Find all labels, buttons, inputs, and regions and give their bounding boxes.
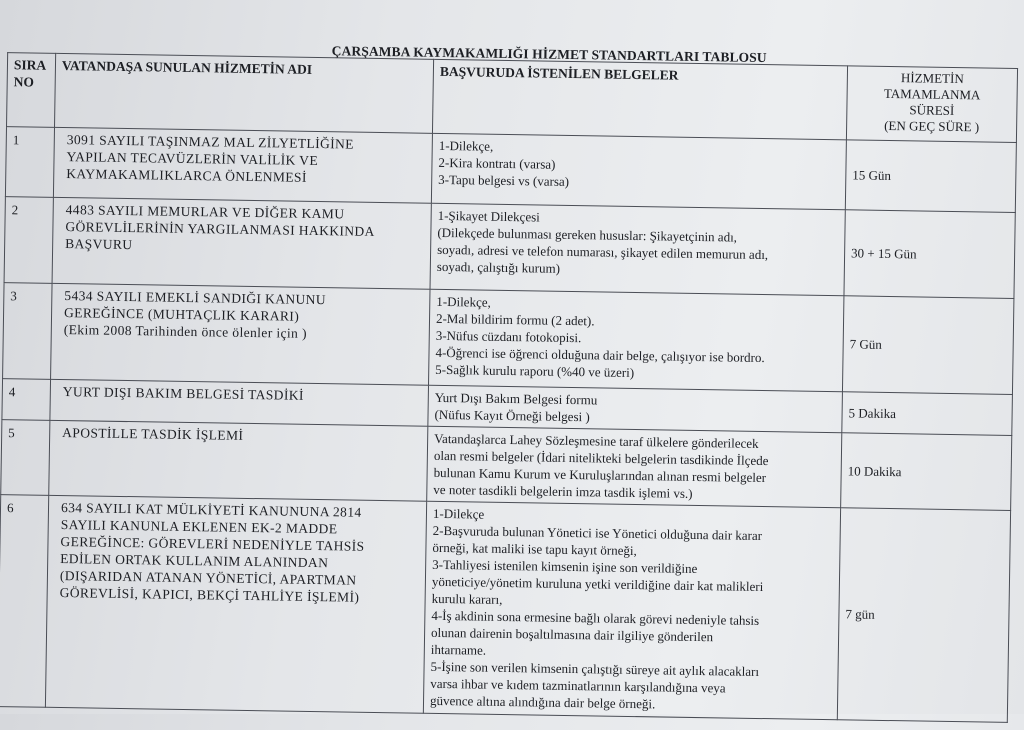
document-line: 2-Başvuruda bulunan Yönetici ise Yönetici olduğuna dair karar: [432, 522, 763, 544]
service-name: [45, 495, 426, 713]
document-line: soyadı, adresi ve telefon numarası, şikayet edilen memurun adı,: [437, 241, 769, 263]
service-name: [50, 379, 429, 426]
document-line: 3-Tahliyesi istenilen kimsenin işine son verildiğine: [432, 556, 698, 577]
document-line: 3-Nüfus cüzdanı fotokopisi.: [435, 327, 582, 346]
required-documents: [427, 426, 842, 507]
service-name: [52, 197, 431, 289]
table-row: [4, 197, 1015, 299]
service-name-line: YAPILAN TECAVÜZLERİN VALİLİK VE: [66, 149, 319, 169]
row-number: 6: [0, 495, 49, 708]
service-name-line: BAŞVURU: [65, 236, 133, 253]
completion-duration: 5 Dakika: [842, 392, 1013, 436]
document-line: ihtarname.: [430, 641, 487, 658]
document-line: 5-İşine son verilen kimsenin çalıştığı süreye ait aylık alacakları: [430, 658, 760, 680]
completion-duration: 7 Gün: [842, 296, 1013, 395]
document-line: ve noter tasdikli belgelerin imza tasdik işlemi vs.): [433, 481, 693, 501]
service-name-line: GEREĞİNCE (MUHTAÇLIK KARARI): [63, 305, 300, 324]
row-number: 1: [5, 127, 54, 198]
required-documents: [429, 289, 844, 391]
document-line: bulunan Kamu Kurum ve Kuruluşlarından alınan resmi belgeler: [433, 464, 767, 486]
document-line: olan resmi belgeler (İdari nitelikteki belgelerin tasdikinde İlçede: [433, 447, 769, 469]
document-line: 5-Sağlık kurulu raporu (%40 ve üzeri): [435, 361, 635, 381]
service-name-line: 4483 SAYILI MEMURLAR VE DİĞER KAMU: [65, 202, 345, 222]
document-line: 1-Dilekçe,: [436, 293, 491, 310]
document-title: ÇARŞAMBA KAYMAKAMLIĞI HİZMET STANDARTLARI TABLOSU: [331, 43, 767, 66]
document-line: güvence altına alındığına dair belge örneği.: [429, 692, 656, 712]
document-line: 2-Mal bildirim formu (2 adet).: [435, 310, 595, 329]
document-line: (Dilekçede bulunması gereken hususlar: Şikayetçinin adı,: [437, 224, 738, 245]
row-number: 3: [3, 283, 53, 380]
document-line: 1-Dilekçe: [432, 505, 485, 522]
service-name-line: 5434 SAYILI EMEKLİ SANDIĞI KANUNU: [64, 288, 327, 308]
service-name: [53, 127, 432, 203]
row-number: 5: [1, 420, 50, 496]
header-duration: HİZMETİN TAMAMLANMA SÜRESİ (EN GEÇ SÜRE ): [846, 66, 1017, 143]
document-line: 3-Tapu belgesi vs (varsa): [438, 171, 570, 189]
required-documents: [431, 133, 846, 209]
document-line: 2-Kira kontratı (varsa): [438, 154, 556, 172]
required-documents: [423, 501, 840, 719]
service-name-line: GEREĞİNCE: GÖREVLERİ NEDENİYLE TAHSİS: [60, 534, 365, 554]
document-line: 4-Öğrenci ise öğrenci olduğuna dair belge, çalışıyor ise bordro.: [435, 344, 765, 366]
row-number: 2: [4, 197, 53, 284]
document-line: Yurt Dışı Bakım Belgesi formu: [434, 389, 598, 408]
document-line: olunan dairenin boşaltılmasına dair ilgiliye gönderilen: [431, 624, 714, 645]
document-line: varsa ihbar ve kıdem tazminatlarının karşılandığına veya: [430, 675, 726, 696]
header-documents: BAŞVURUDA İSTENİLEN BELGELER: [432, 59, 847, 139]
service-name-line: GÖREVLİLERİNİN YARGILANMASI HAKKINDA: [65, 219, 375, 239]
service-name-line: (Ekim 2008 Tarihinden önce ölenler için ): [63, 322, 308, 341]
service-standards-table: [0, 52, 1018, 723]
service-name-line: GÖREVLİSİ, KAPICI, BEKÇİ TAHLİYE İŞLEMİ): [59, 585, 360, 605]
service-name-line: SAYILI KANUNLA EKLENEN EK-2 MADDE: [60, 517, 338, 537]
service-name: [51, 283, 430, 385]
document-line: (Nüfus Kayıt Örneği belgesi ): [434, 406, 590, 425]
document-line: yöneticiye/yönetim kuruluna yetki verildiğine dair kat malikleri: [431, 573, 764, 595]
document-line: 4-İş akdinin sona ermesine bağlı olarak görevi nedeniyle tahsis: [431, 607, 760, 628]
service-name-line: KAYMAKAMLIKLARCA ÖNLENMESİ: [66, 166, 307, 185]
completion-duration: 7 gün: [837, 508, 1010, 723]
service-name-line: (DIŞARIDAN ATANAN YÖNETİCİ, APARTMAN: [59, 568, 357, 588]
service-name-line: 634 SAYILI KAT MÜLKİYETİ KANUNUNA 2814: [60, 500, 362, 520]
required-documents: [428, 385, 843, 432]
document-line: Vatandaşlarca Lahey Sözleşmesine taraf ülkelere gönderilecek: [434, 430, 759, 451]
document-line: örneği, kat maliki ise tapu kayıt örneği,: [432, 539, 637, 559]
service-name-line: 3091 SAYILI TAŞINMAZ MAL ZİLYETLİĞİNE: [66, 132, 354, 152]
document-line: 1-Şikayet Dilekçesi: [437, 207, 540, 225]
completion-duration: 15 Gün: [845, 140, 1016, 213]
document-line: kurulu kararı,: [431, 590, 503, 607]
document-line: 1-Dilekçe,: [438, 137, 494, 154]
service-name-line: EDİLEN ORTAK KULLANIM ALANINDAN: [60, 551, 329, 571]
completion-duration: 10 Dakika: [841, 433, 1012, 511]
table-row: [0, 495, 1011, 723]
completion-duration: 30 + 15 Gün: [844, 210, 1015, 299]
service-name-line: APOSTİLLE TASDİK İŞLEMİ: [62, 425, 244, 443]
table-row: [3, 283, 1014, 395]
row-number: 4: [2, 379, 51, 421]
service-name: [49, 420, 428, 501]
document-line: soyadı, çalıştığı kurum): [436, 258, 561, 276]
required-documents: [430, 203, 845, 295]
header-service-name: VATANDAŞA SUNULAN HİZMETİN ADI: [55, 53, 434, 133]
header-no: SIRA NO: [7, 53, 56, 128]
service-name-line: YURT DIŞI BAKIM BELGESİ TASDİKİ: [62, 384, 304, 403]
